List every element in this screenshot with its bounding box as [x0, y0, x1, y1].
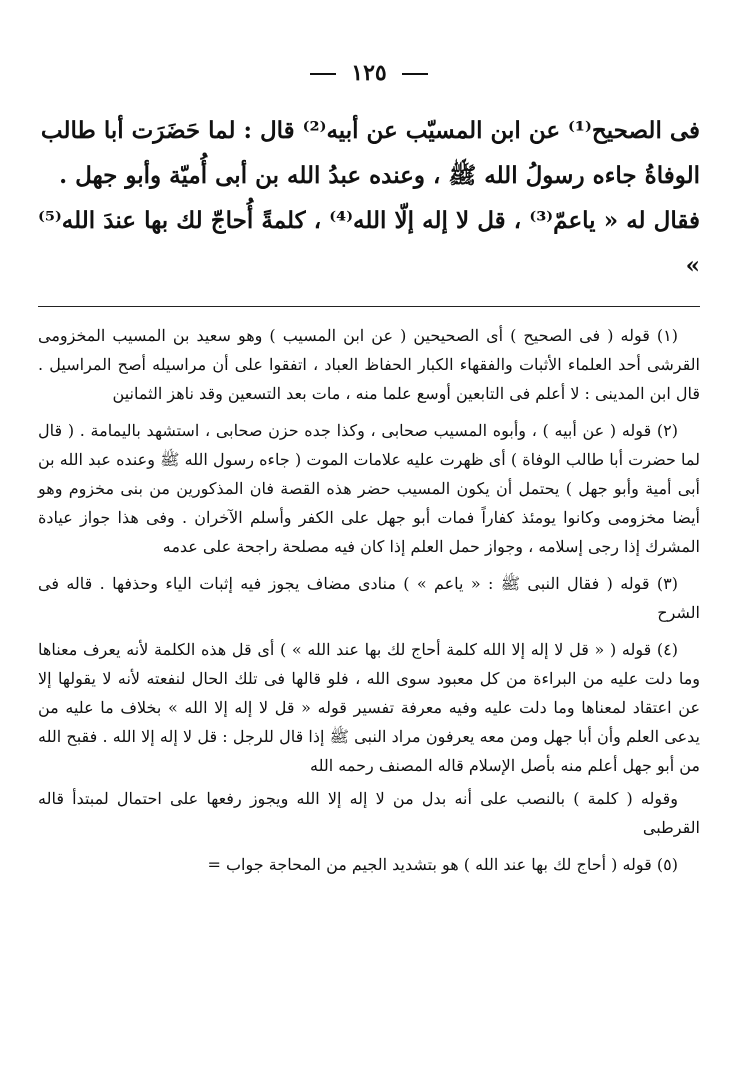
footnote-4-continuation: وقوله ( كلمة ) بالنصب على أنه بدل من لا إله إلا الله ويجوز رفعها على احتمال لمبتدأ قاله القرطبى	[38, 789, 700, 837]
footnote-3: (٣) قوله ( فقال النبى ﷺ : « ياعم » ) منادى مضاف يجوز فيه إثبات الياء وحذفها . قاله فى الشرح	[38, 574, 700, 622]
footnote-2: (٢) قوله ( عن أبيه ) ، وأبوه المسيب صحابى ، وكذا جده حزن صحابى ، استشهد باليمامة . ( قال لما حضرت أبا طالب الوفاة ) أى ظهرت عليه علامات الموت ( جاءه رسول الله ﷺ وعنده عبد الله بن أبى أمية وأبو جهل ) يحتمل أن يكون المسيب حضر هذه القصة فان المذكورين من بنى مخزوم وهو أيضا مخزومى وكانوا يومئذ كفاراً فمات أبو جهل على الكفر وأسلم الآخران . وفى هذا جواز عيادة المشرك إذا رجى إسلامه ، وجواز حمل العلم إذا كان فيه مصلحة راجحة على عدمه	[38, 421, 700, 556]
footnote-divider	[38, 306, 700, 307]
footnote-5: (٥) قوله ( أحاج لك بها عند الله ) هو بتشديد الجيم من المحاجة جواب =	[207, 855, 678, 874]
footnotes	[38, 321, 700, 879]
page-number-value: ١٢٥	[351, 60, 387, 86]
page-number	[38, 60, 700, 86]
main-text	[38, 108, 700, 288]
page-number-dash-left	[310, 73, 336, 75]
main-text-line-2: الوفاةُ جاءه رسولُ الله ﷺ ، وعنده عبدُ الله بن أبى أُميّة وأبو جهل .	[59, 162, 700, 189]
footnote-4: (٤) قوله ( « قل لا إله إلا الله كلمة أحاج لك بها عند الله » ) أى قل هذه الكلمة لأنه يعرف معناها وما دلت عليه من البراءة من كل معبود سوى الله ، فلو قالها فى تلك الحال لنفعته لأنه لا يقولها إلا عن اعتقاد لمعناها وما دلت عليه وفيه معرفة تفسير قوله « قل لا إله إلا الله » بخلاف ما عليه من يدعى العلم وأن أبا جهل ومن معه يعرفون مراد النبى ﷺ إذا قال للرجل : قل لا إله إلا الله . فقبح الله من أبو جهل أعلم منه بأصل الإسلام قاله المصنف رحمه الله	[38, 640, 701, 775]
main-text-line-1: فى الصحيح⁽¹⁾ عن ابن المسيّب عن أبيه⁽²⁾ قال : لما حَضَرَت أبا طالب	[40, 117, 700, 144]
footnote-1: (١) قوله ( فى الصحيح ) أى الصحيحين ( عن ابن المسيب ) وهو سعيد بن المسيب المخزومى القرشى أحد العلماء الأثبات والفقهاء الكبار الحفاظ العباد ، اتفقوا على أن مراسيله أصح المراسيل . قال ابن المدينى : لا أعلم فى التابعين أوسع علما منه ، مات بعد التسعين وقد ناهز الثمانين	[38, 326, 700, 403]
main-text-line-3: فقال له « ياعمّ⁽³⁾ ، قل لا إله إلّا الله⁽⁴⁾ ، كلمةً أُحاجّ لك بها عندَ الله⁽⁵⁾ »	[38, 207, 701, 279]
page-number-dash-right	[402, 73, 428, 75]
